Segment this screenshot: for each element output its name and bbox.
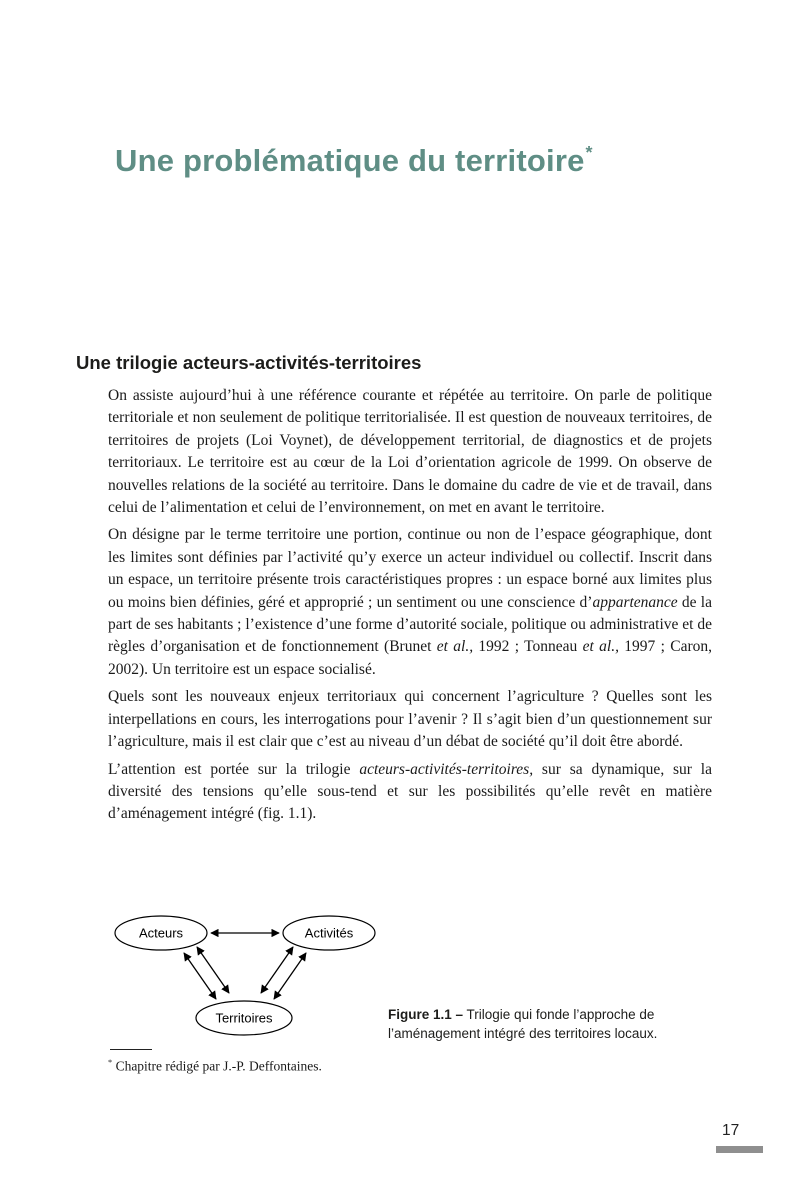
node-label-activites: Activités (304, 925, 354, 941)
double-arrow-acteurs-territoires-1 (184, 953, 216, 999)
page-title (115, 143, 592, 179)
double-arrow-activites-territoires-1 (274, 953, 306, 999)
double-arrow-activites-territoires-2 (261, 947, 293, 993)
figure-caption-label: Figure 1.1 – (388, 1007, 464, 1022)
footnote-marker: * (108, 1058, 113, 1067)
title-footnote-marker: * (585, 141, 593, 162)
body-paragraph: Quels sont les nouveaux enjeux territoriaux qui concernent l’agriculture ? Quelles sont les interpellations en cours, les interrogations pour l’avenir ? Il s’agit bien d’un questionnement sur l’agriculture, mais il est clair que c’est au niveau d’un débat de société qu’il doit être abordé. (108, 688, 712, 751)
footnote-rule (110, 1049, 152, 1050)
body-paragraphs (108, 385, 712, 831)
body-paragraph: On désigne par le terme territoire une portion, continue ou non de l’espace géographique, dont les limites sont définies par l’activité qu’y exerce un acteur individuel ou collectif. Inscrit dans un espace, un territoire présente trois caractéristiques propres : un espace borné aux limites plus ou moins bien définies, géré et approprié ; un sentiment ou une conscience d’appartenance de la part de ses habitants ; l’existence d’une forme d’autorité sociale, politique ou administrative et de règles d’organisation et de fonctionnement (Brunet et al., 1992 ; Tonneau et al., 1997 ; Caron, 2002). Un territoire est un espace socialisé. (108, 526, 713, 678)
figure-caption-text: Trilogie qui fonde l’approche de l’aménagement intégré des territoires locaux. (388, 1007, 658, 1041)
figure-caption (388, 1005, 723, 1043)
section-heading: Une trilogie acteurs-activités-territoires (76, 352, 422, 373)
page-title-text: Une problématique du territoire (115, 143, 585, 178)
page-number: 17 (722, 1122, 740, 1139)
node-label-territoires: Territoires (215, 1010, 273, 1026)
footnote-text: Chapitre rédigé par J.-P. Deffontaines. (115, 1058, 322, 1074)
double-arrow-acteurs-territoires-2 (197, 947, 229, 993)
footnote (108, 1058, 322, 1075)
body-paragraph: On assiste aujourd’hui à une référence courante et répétée au territoire. On parle de politique territoriale et non seulement de politique territorialisée. Il est question de nouveaux territoires, de territoires de projets (Loi Voynet), de développement territorial, de diagnostics et de projets territoriaux. Le territoire est au cœur de la Loi d’orientation agricole de 1999. On observe de nouvelles relations de la société au territoire. Dans le domaine du cadre de vie et de travail, dans celui de l’alimentation et celui de l’environnement, on met en avant le territoire. (108, 387, 712, 517)
trilogy-diagram (104, 906, 404, 1056)
page-number-bar (716, 1146, 763, 1153)
node-label-acteurs: Acteurs (138, 925, 184, 941)
body-paragraph: L’attention est portée sur la trilogie acteurs-activités-territoires, sur sa dynamique, sur la diversité des tensions qu’elle sous-tend et sur les possibilités qu’elle revêt en matière d’aménagement intégré (fig. 1.1). (108, 760, 712, 823)
